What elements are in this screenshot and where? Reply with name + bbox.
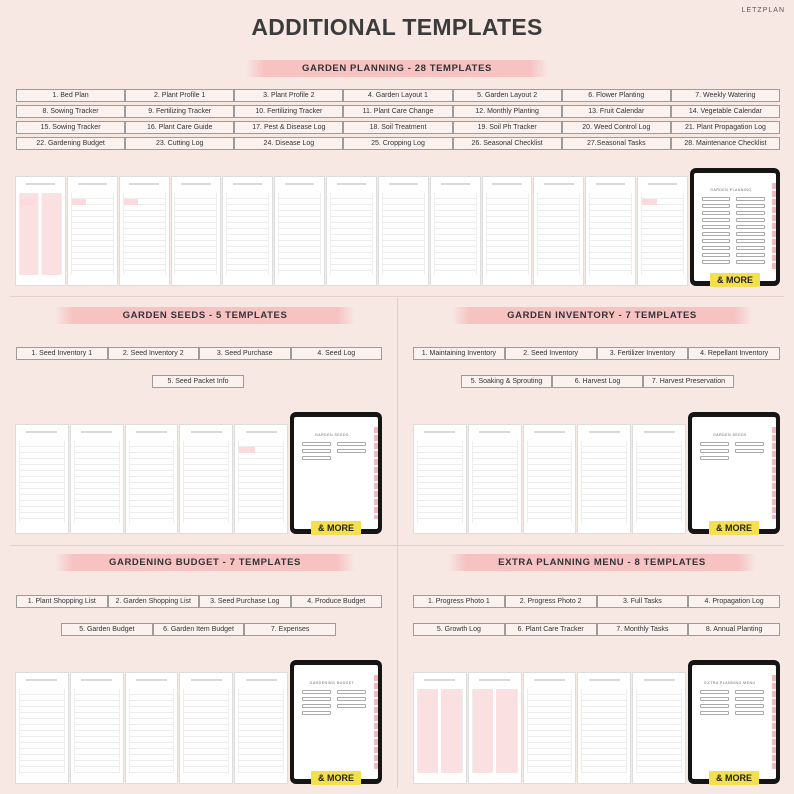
template-item: 15. Sowing Tracker — [16, 121, 125, 134]
template-item: 5. Seed Packet Info — [152, 375, 244, 388]
template-item: 21. Plant Propagation Log — [671, 121, 780, 134]
template-item: 5. Garden Budget — [61, 623, 153, 636]
template-item: 28. Maintenance Checklist — [671, 137, 780, 150]
template-item: 1. Maintaining Inventory — [413, 347, 505, 360]
template-item: 4. Garden Layout 1 — [343, 89, 452, 102]
template-preview — [125, 424, 179, 534]
template-preview — [179, 672, 233, 784]
template-item: 9. Fertilizing Tracker — [125, 105, 234, 118]
template-preview — [15, 176, 66, 286]
template-item: 7. Weekly Watering — [671, 89, 780, 102]
template-item: 2. Seed Inventory — [505, 347, 597, 360]
template-item: 1. Progress Photo 1 — [413, 595, 505, 608]
column-divider — [397, 298, 398, 788]
template-item: 7. Expenses — [244, 623, 336, 636]
budget-template-list — [16, 595, 382, 608]
template-item: 24. Disease Log — [234, 137, 343, 150]
planning-banner: GARDEN PLANNING - 28 TEMPLATES — [246, 60, 548, 77]
template-item: 2. Seed Inventory 2 — [108, 347, 200, 360]
section-divider — [10, 545, 784, 546]
template-item: 1. Plant Shopping List — [16, 595, 108, 608]
template-item: 6. Garden Item Budget — [153, 623, 245, 636]
template-item: 23. Cutting Log — [125, 137, 234, 150]
template-preview — [179, 424, 233, 534]
template-item: 3. Full Tasks — [597, 595, 689, 608]
budget-preview-strip — [15, 660, 382, 784]
template-preview — [632, 424, 686, 534]
budget-banner: GARDENING BUDGET - 7 TEMPLATES — [55, 554, 355, 571]
template-item: 3. Seed Purchase Log — [199, 595, 291, 608]
template-preview — [378, 176, 429, 286]
page-title: ADDITIONAL TEMPLATES — [251, 14, 543, 40]
template-item: 25. Cropping Log — [343, 137, 452, 150]
template-item: 10. Fertilizing Tracker — [234, 105, 343, 118]
template-preview — [533, 176, 584, 286]
template-item: 8. Sowing Tracker — [16, 105, 125, 118]
template-item: 22. Gardening Budget — [16, 137, 125, 150]
template-item: 2. Plant Profile 1 — [125, 89, 234, 102]
template-item: 1. Seed Inventory 1 — [16, 347, 108, 360]
seeds-template-list — [16, 347, 382, 360]
template-item: 3. Fertilizer Inventory — [597, 347, 689, 360]
template-item: 5. Garden Layout 2 — [453, 89, 562, 102]
menu-title: EXTRA PLANNING MENU — [704, 680, 756, 685]
template-preview — [70, 672, 124, 784]
template-preview — [482, 176, 533, 286]
extra-template-list-2 — [413, 623, 780, 636]
template-item: 7. Harvest Preservation — [643, 375, 734, 388]
seeds-preview-strip — [15, 412, 382, 534]
template-preview — [577, 672, 631, 784]
menu-title: GARDEN SEEDS — [315, 432, 349, 437]
more-badge: & MORE — [311, 521, 361, 535]
template-item: 4. Seed Log — [291, 347, 383, 360]
tablet-menu-preview — [690, 168, 780, 286]
template-item: 2. Progress Photo 2 — [505, 595, 597, 608]
template-preview — [15, 424, 69, 534]
template-item: 7. Monthly Tasks — [597, 623, 689, 636]
template-preview — [274, 176, 325, 286]
brand-logo: LETZPLAN — [741, 7, 785, 14]
tablet-menu-preview — [290, 412, 382, 534]
template-preview — [468, 424, 522, 534]
inventory-template-list-2 — [461, 375, 734, 388]
section-divider — [10, 296, 784, 297]
more-badge: & MORE — [311, 771, 361, 785]
extra-template-list — [413, 595, 780, 608]
inventory-banner: GARDEN INVENTORY - 7 TEMPLATES — [452, 307, 752, 324]
template-preview — [234, 672, 288, 784]
template-preview — [125, 672, 179, 784]
template-item: 6. Flower Planting — [562, 89, 671, 102]
template-item: 5. Soaking & Sprouting — [461, 375, 552, 388]
template-item: 4. Produce Budget — [291, 595, 383, 608]
tablet-menu-preview — [688, 660, 780, 784]
template-item: 17. Pest & Disease Log — [234, 121, 343, 134]
template-preview — [413, 672, 467, 784]
budget-template-list-2 — [61, 623, 336, 636]
extra-banner: EXTRA PLANNING MENU - 8 TEMPLATES — [448, 554, 756, 571]
template-preview — [171, 176, 222, 286]
template-item: 6. Plant Care Tracker — [505, 623, 597, 636]
template-item: 16. Plant Care Guide — [125, 121, 234, 134]
template-preview — [637, 176, 688, 286]
template-preview — [234, 424, 288, 534]
more-badge: & MORE — [709, 521, 759, 535]
inventory-preview-strip — [413, 412, 780, 534]
template-preview — [577, 424, 631, 534]
menu-title: GARDENING BUDGET — [309, 680, 355, 685]
tablet-menu-preview — [290, 660, 382, 784]
template-item: 18. Soil Treatment — [343, 121, 452, 134]
template-preview — [222, 176, 273, 286]
template-preview — [119, 176, 170, 286]
template-item: 14. Vegetable Calendar — [671, 105, 780, 118]
template-item: 12. Monthly Planting — [453, 105, 562, 118]
template-preview — [70, 424, 124, 534]
template-item: 5. Growth Log — [413, 623, 505, 636]
template-item: 6. Harvest Log — [552, 375, 643, 388]
template-preview — [326, 176, 377, 286]
seeds-template-list-2 — [152, 375, 244, 388]
more-badge: & MORE — [710, 273, 760, 287]
template-preview — [585, 176, 636, 286]
menu-title: GARDEN SEEDS — [713, 432, 747, 437]
template-item: 20. Weed Control Log — [562, 121, 671, 134]
template-item: 27.Seasonal Tasks — [562, 137, 671, 150]
template-preview — [15, 672, 69, 784]
template-preview — [632, 672, 686, 784]
planning-preview-strip — [15, 168, 780, 286]
inventory-template-list — [413, 347, 780, 360]
template-preview — [523, 672, 577, 784]
extra-preview-strip — [413, 660, 780, 784]
template-item: 13. Fruit Calendar — [562, 105, 671, 118]
template-item: 26. Seasonal Checklist — [453, 137, 562, 150]
template-item: 2. Garden Shopping List — [108, 595, 200, 608]
template-item: 8. Annual Planting — [688, 623, 780, 636]
template-item: 4. Repellant Inventory — [688, 347, 780, 360]
tablet-menu-preview — [688, 412, 780, 534]
template-preview — [468, 672, 522, 784]
template-preview — [413, 424, 467, 534]
template-preview — [67, 176, 118, 286]
template-item: 3. Seed Purchase — [199, 347, 291, 360]
template-item: 19. Soil Ph Tracker — [453, 121, 562, 134]
template-preview — [523, 424, 577, 534]
template-item: 11. Plant Care Change — [343, 105, 452, 118]
template-item: 1. Bed Plan — [16, 89, 125, 102]
seeds-banner: GARDEN SEEDS - 5 TEMPLATES — [55, 307, 355, 324]
template-preview — [430, 176, 481, 286]
template-item: 3. Plant Profile 2 — [234, 89, 343, 102]
planning-template-list — [16, 89, 780, 150]
more-badge: & MORE — [709, 771, 759, 785]
template-item: 4. Propagation Log — [688, 595, 780, 608]
menu-title: GARDEN PLANNING — [710, 188, 752, 193]
